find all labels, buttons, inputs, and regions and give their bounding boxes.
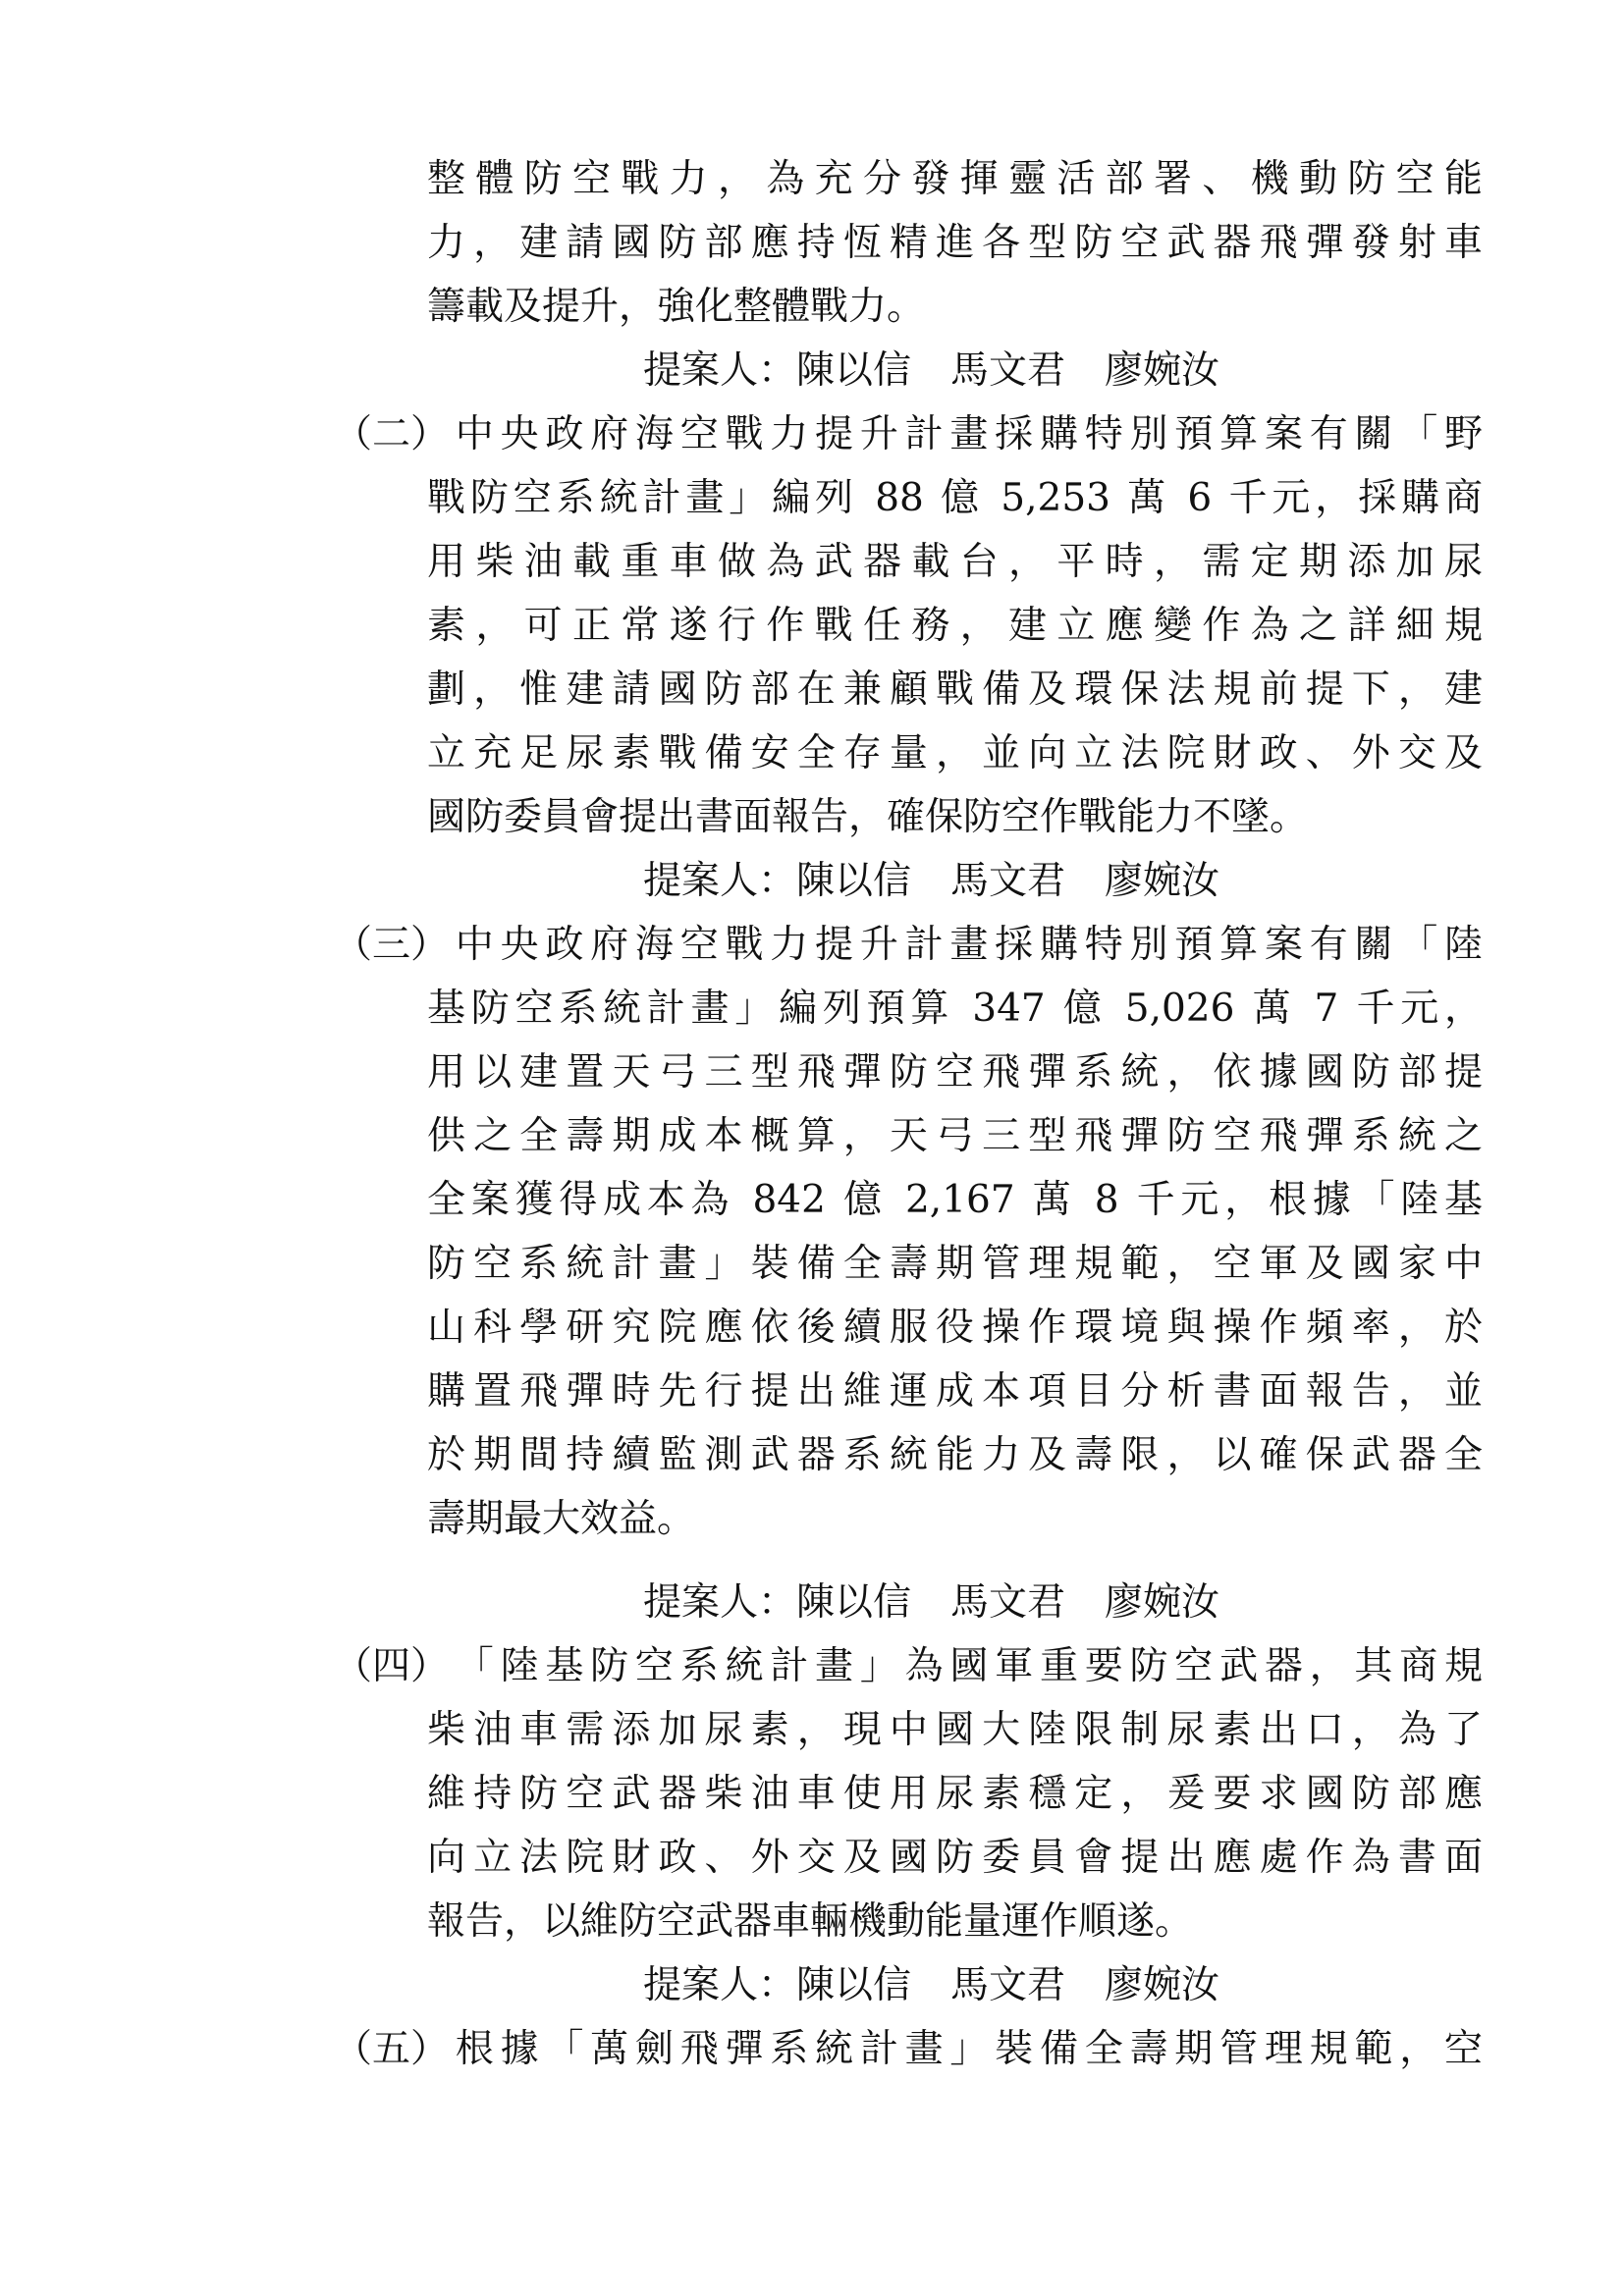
proposer-line [643, 339, 1330, 402]
item-first-line [334, 1634, 1483, 1698]
proposer-label: 提案人： [643, 1580, 797, 1625]
proposer-line [643, 1953, 1330, 2017]
paragraph-line: 用柴油載重車做為武器載台，平時，需定期添加尿 [427, 540, 1483, 584]
paragraph-line: 中央政府海空戰力提升計畫採購特別預算案有關「陸 [449, 923, 1483, 967]
item-first-line [334, 402, 1483, 466]
proposer-name: 陳以信 [796, 1963, 912, 2007]
paragraph-line: 中央政府海空戰力提升計畫採購特別預算案有關「野 [449, 412, 1483, 456]
proposer-name: 陳以信 [796, 859, 912, 903]
proposer-name: 陳以信 [796, 348, 912, 393]
proposer-name: 廖婉汝 [1105, 1963, 1220, 2007]
proposer-name: 馬文君 [950, 348, 1066, 393]
item-number: （二） [334, 412, 450, 456]
proposer-name: 廖婉汝 [1105, 1580, 1220, 1625]
paragraph-line: 向立法院財政、外交及國防委員會提出應處作為書面 [427, 1836, 1483, 1880]
paragraph-line: 劃，惟建請國防部在兼顧戰備及環保法規前提下，建 [427, 667, 1483, 712]
paragraph-line: 供之全壽期成本概算，天弓三型飛彈防空飛彈系統之 [427, 1114, 1483, 1158]
proposer-label: 提案人： [643, 859, 797, 903]
paragraph-line: 國防委員會提出書面報告，確保防空作戰能力不墜。 [427, 795, 1309, 839]
motion-item-4 [0, 1634, 1624, 2017]
proposer-name: 馬文君 [950, 859, 1066, 903]
item-first-line [334, 913, 1483, 977]
paragraph-line: 「陸基防空系統計畫」為國軍重要防空武器，其商規 [449, 1644, 1483, 1688]
paragraph-line: 戰防空系統計畫」編列 88 億 5,253 萬 6 千元，採購商 [427, 476, 1483, 520]
proposer-name: 馬文君 [950, 1963, 1066, 2007]
proposer-line [643, 849, 1330, 913]
paragraph-line: 基防空系統計畫」編列預算 347 億 5,026 萬 7 千元， [427, 987, 1483, 1031]
proposer-label: 提案人： [643, 348, 797, 393]
paragraph-line: 維持防空武器柴油車使用尿素穩定，爰要求國防部應 [427, 1772, 1483, 1816]
item-number: （五） [334, 2027, 450, 2071]
paragraph-line: 報告，以維防空武器車輛機動能量運作順遂。 [427, 1899, 1194, 1944]
paragraph-line: 根據「萬劍飛彈系統計畫」裝備全壽期管理規範，空 [449, 2027, 1483, 2071]
paragraph-line: 壽期最大效益。 [427, 1497, 696, 1541]
continuation-paragraph [0, 147, 1624, 402]
document-body [0, 147, 1624, 2081]
motion-item-3 [0, 913, 1624, 1634]
proposer-label: 提案人： [643, 1963, 797, 2007]
item-number: （三） [334, 923, 450, 967]
motion-item-2 [0, 402, 1624, 913]
proposer-name: 廖婉汝 [1105, 859, 1220, 903]
paragraph-line: 防空系統計畫」裝備全壽期管理規範，空軍及國家中 [427, 1242, 1483, 1286]
paragraph-line: 於期間持續監測武器系統能力及壽限，以確保武器全 [427, 1433, 1483, 1477]
proposer-name: 馬文君 [950, 1580, 1066, 1625]
paragraph-line: 全案獲得成本為 842 億 2,167 萬 8 千元，根據「陸基 [427, 1178, 1483, 1222]
paragraph-line: 立充足尿素戰備安全存量，並向立法院財政、外交及 [427, 731, 1483, 775]
paragraph-line: 籌載及提升，強化整體戰力。 [427, 285, 926, 329]
paragraph-line: 力，建請國防部應持恆精進各型防空武器飛彈發射車 [427, 221, 1483, 265]
item-number: （四） [334, 1644, 450, 1688]
motion-item-5 [0, 2017, 1624, 2081]
item-first-line [334, 2017, 1483, 2081]
paragraph-line: 購置飛彈時先行提出維運成本項目分析書面報告，並 [427, 1369, 1483, 1414]
proposer-name: 陳以信 [796, 1580, 912, 1625]
paragraph-line: 素，可正常遂行作戰任務，建立應變作為之詳細規 [427, 604, 1483, 648]
paragraph-line: 用以建置天弓三型飛彈防空飛彈系統，依據國防部提 [427, 1050, 1483, 1095]
paragraph-line: 山科學研究院應依後續服役操作環境與操作頻率，於 [427, 1306, 1483, 1350]
paragraph-line: 整體防空戰力，為充分發揮靈活部署、機動防空能 [427, 157, 1483, 201]
proposer-line [643, 1571, 1330, 1634]
paragraph-line: 柴油車需添加尿素，現中國大陸限制尿素出口，為了 [427, 1708, 1483, 1752]
proposer-name: 廖婉汝 [1105, 348, 1220, 393]
